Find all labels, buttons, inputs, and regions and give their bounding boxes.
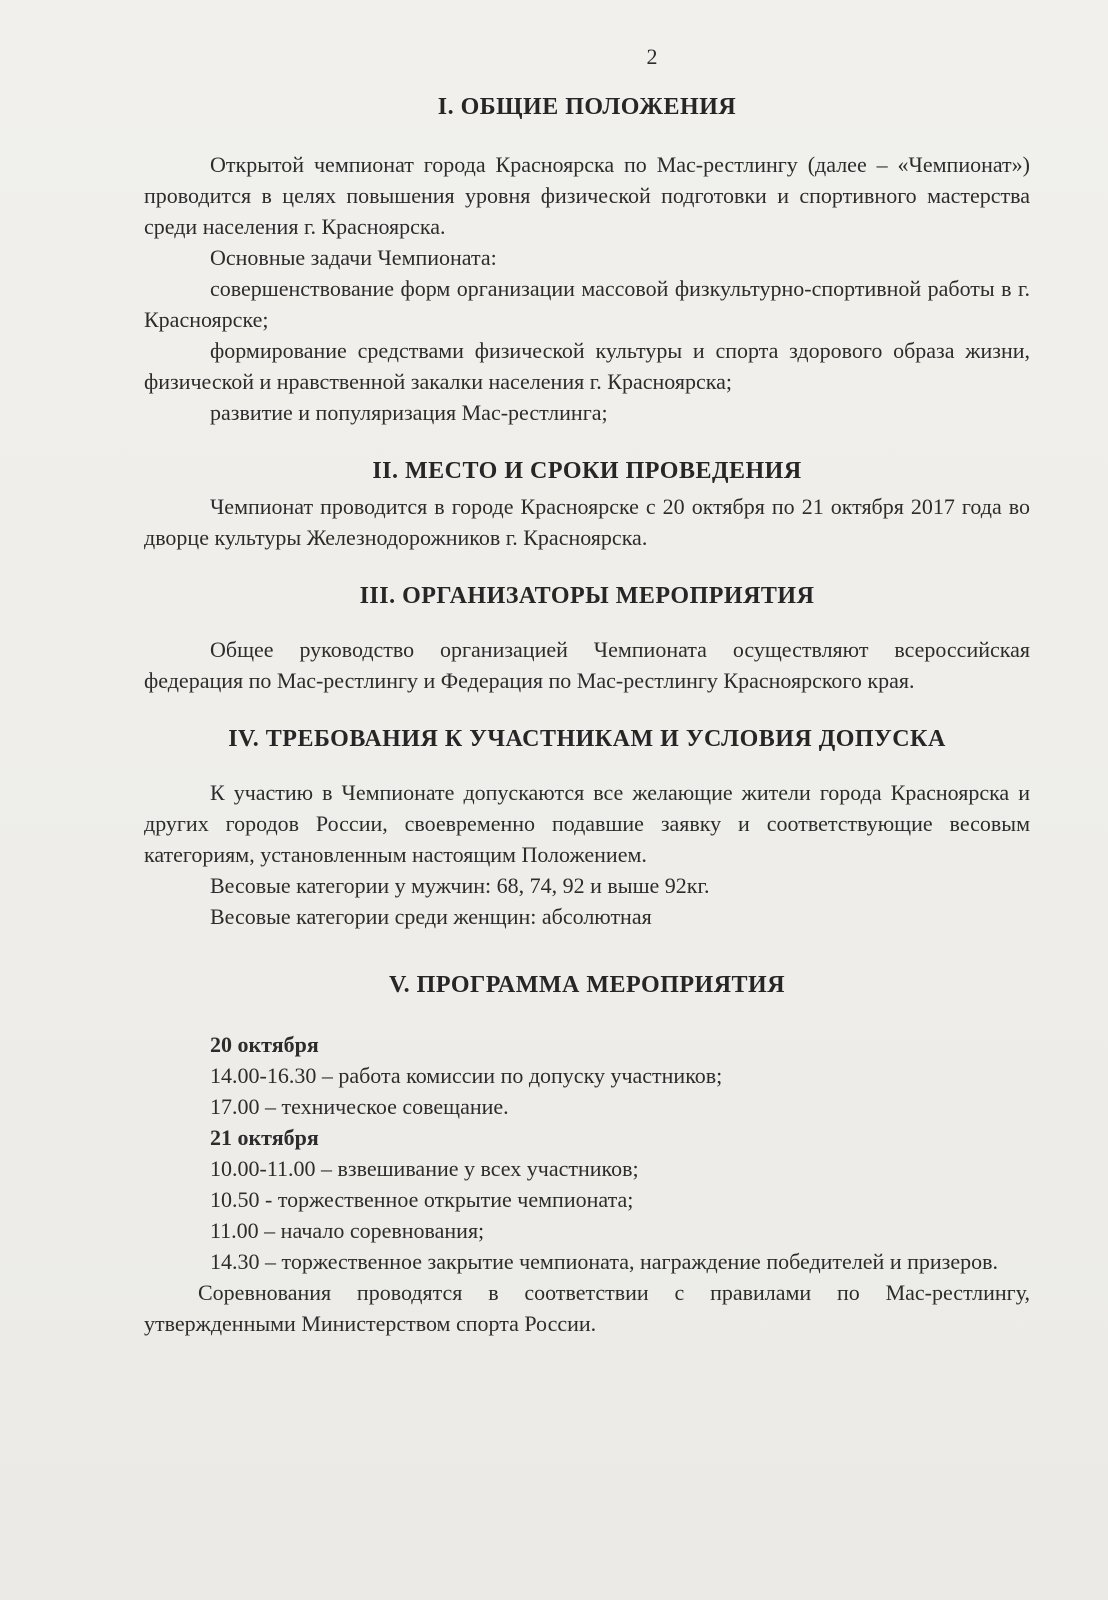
section-4-paragraph-3: Весовые категории среди женщин: абсолютная: [210, 904, 652, 929]
program-day-2-item-4: 14.30 – торжественное закрытие чемпионата, награждение победителей и призеров.: [210, 1249, 998, 1274]
program-day-2-item-3: 11.00 – начало соревнования;: [210, 1218, 485, 1243]
program-day-2-item-1: 10.00-11.00 – взвешивание у всех участников;: [210, 1156, 639, 1181]
program-day-2-date: 21 октября: [210, 1125, 319, 1150]
section-1-paragraph-4: формирование средствами физической культуры и спорта здорового образа жизни, физической и нравственной закалки населения г. Красноярска;: [144, 338, 1030, 394]
section-5-closing-paragraph: Соревнования проводятся в соответствии с правилами по Мас-рестлингу, утвержденными Министерством спорта России.: [144, 1280, 1030, 1336]
section-4-title: IV. ТРЕБОВАНИЯ К УЧАСТНИКАМ И УСЛОВИЯ ДОПУСКА: [228, 726, 946, 752]
program-day-1-date: 20 октября: [210, 1032, 319, 1057]
section-4-paragraph-1: К участию в Чемпионате допускаются все желающие жители города Красноярска и других городов России, своевременно подавшие заявку и соответствующие весовым категориям, установленным настоящим Положением.: [144, 780, 1030, 867]
section-5-title: V. ПРОГРАММА МЕРОПРИЯТИЯ: [388, 972, 786, 998]
page-number: 2: [646, 44, 658, 69]
section-1-paragraph-2: Основные задачи Чемпионата:: [210, 245, 497, 270]
program-day-1-item-1: 14.00-16.30 – работа комиссии по допуску участников;: [210, 1063, 723, 1088]
section-1-paragraph-1: Открытой чемпионат города Красноярска по Мас-рестлингу (далее – «Чемпионат») проводится в целях повышения уровня физической подготовки и спортивного мастерства среди населения г. Красноярска.: [144, 152, 1030, 239]
section-1-paragraph-3: совершенствование форм организации массовой физкультурно-спортивной работы в г. Красноярске;: [144, 276, 1030, 332]
program-day-2-item-2: 10.50 - торжественное открытие чемпионата;: [210, 1187, 634, 1212]
section-2-paragraph-1: Чемпионат проводится в городе Красноярске с 20 октября по 21 октября 2017 года во дворце культуры Железнодорожников г. Красноярска.: [144, 494, 1030, 550]
section-4-paragraph-2: Весовые категории у мужчин: 68, 74, 92 и выше 92кг.: [210, 873, 710, 898]
section-3-paragraph-1: Общее руководство организацией Чемпионата осуществляют всероссийская федерация по Мас-рестлингу и Федерация по Мас-рестлингу Красноярского края.: [144, 637, 1030, 693]
section-1-title: I. ОБЩИЕ ПОЛОЖЕНИЯ: [437, 94, 737, 120]
program-day-1-item-2: 17.00 – техническое совещание.: [210, 1094, 509, 1119]
section-1-paragraph-5: развитие и популяризация Мас-рестлинга;: [210, 400, 608, 425]
section-3-title: III. ОРГАНИЗАТОРЫ МЕРОПРИЯТИЯ: [359, 583, 815, 609]
section-2-title: II. МЕСТО И СРОКИ ПРОВЕДЕНИЯ: [372, 458, 802, 484]
